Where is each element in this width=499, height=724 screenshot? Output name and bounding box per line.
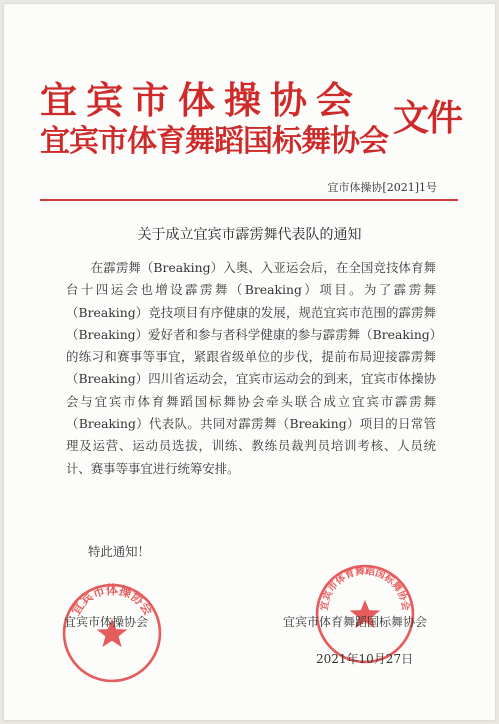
notice-paragraph: 在霹雳舞（Breaking）入奥、入亚运会后，在全国竞技体育舞台十四运会也增设霹雳舞（Breaking）项目。为了霹雳舞（Breaking）竞技项目有序健康的发展，规范宜宾市范围的霹雳舞（Breaking）爱好者和参与者科学健康的参与霹雳舞（Breaking）的练习和赛事等事宜，紧跟省级单位的步伐，提前布局迎接霹雳舞（Breaking）四川省运动会，宜宾市运动会的到来，宜宾市体操协会与宜宾市体育舞蹈国标舞协会牵头联合成立宜宾市霹雳舞（Breaking）代表队。共同对霹雳舞（Breaking）项目的日常管理及运营、运动员选拔，训练、教练员裁判员培训考核、人员统计、赛事等事宜进行统筹安排。 [66,260,436,476]
document-page [4,4,495,720]
signer-right-org: 宜宾市体育舞蹈国标舞协会 [283,615,428,629]
document-number: 宜市体操协[2021]1号 [327,181,437,194]
signature-date: 2021年10月27日 [316,652,414,666]
header-doc-type: 文件 [393,97,462,139]
header-org-line1: 宜宾市体操协会 [40,78,362,122]
header-org-line2: 宜宾市体育舞蹈国标舞协会 [40,124,388,159]
header-red-divider [40,199,458,201]
svg-text:宜宾市体育舞蹈国标舞协会: 宜宾市体育舞蹈国标舞协会 [319,565,411,612]
left-seal-stamp [61,582,163,684]
signer-left-org: 宜宾市体操协会 [64,615,149,629]
notice-body [66,257,436,480]
notice-closing: 特此通知！ [88,544,150,559]
svg-text:宜宾市体操协会: 宜宾市体操协会 [68,582,156,618]
notice-title: 关于成立宜宾市霹雳舞代表队的通知 [137,227,362,243]
